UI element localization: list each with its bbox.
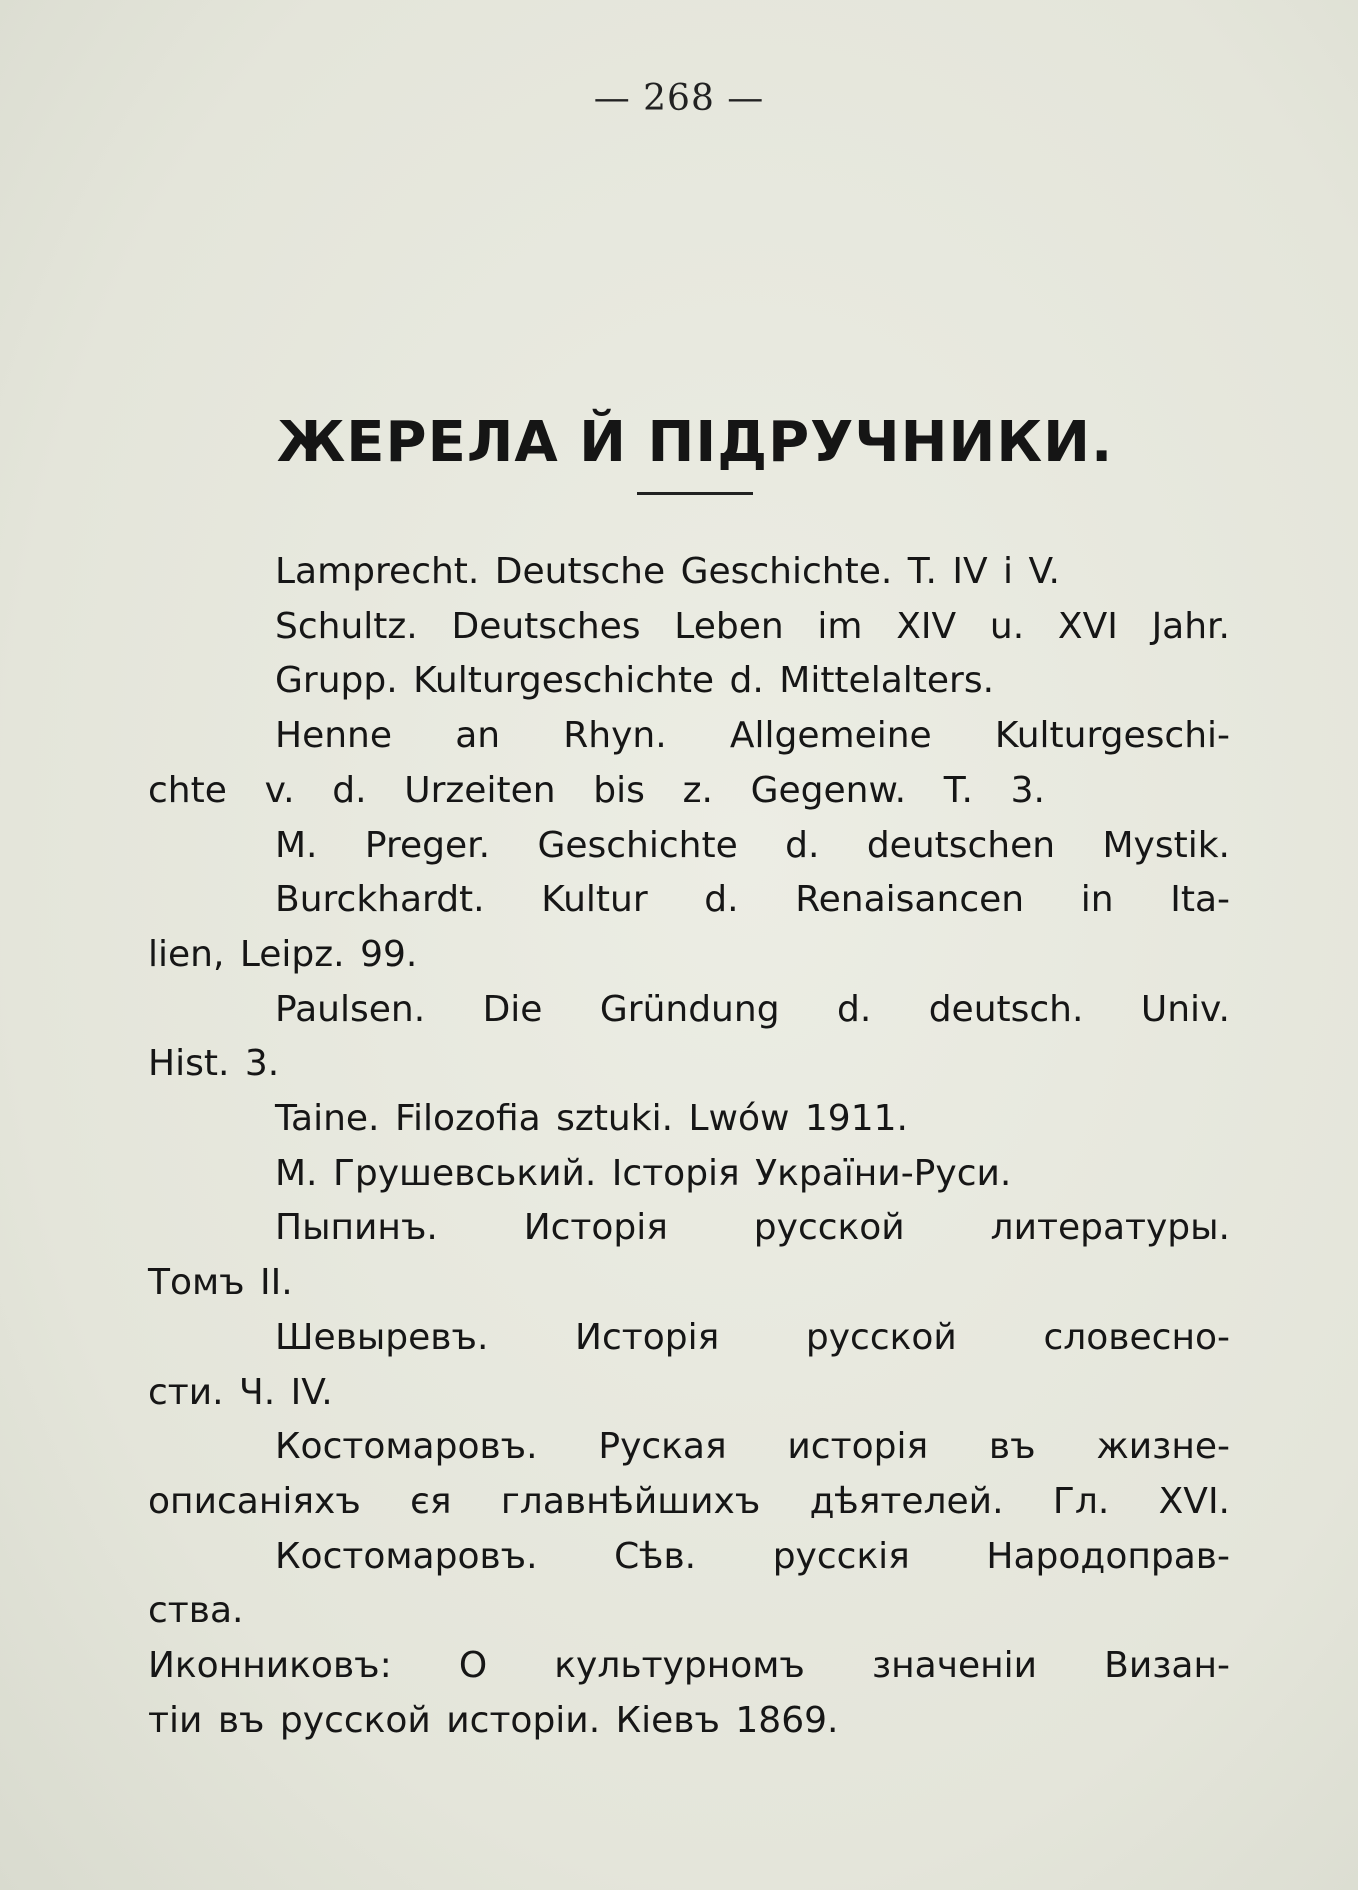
bibliography-line: Шевыревъ. Исторія русской словесно- xyxy=(275,1316,1230,1358)
bibliography-line: Lamprecht. Deutsche Geschichte. T. IV i V. xyxy=(275,551,1060,592)
bibliography-line: Томъ II. xyxy=(148,1262,293,1304)
bibliography-line: сти. Ч. IV. xyxy=(148,1371,333,1413)
bibliography-line: тіи въ русской исторіи. Кіевъ 1869. xyxy=(148,1699,839,1741)
bibliography-line: Grupp. Kulturgeschichte d. Mittelalters. xyxy=(275,660,995,702)
heading-divider xyxy=(637,492,753,495)
bibliography-line: Иконниковъ: О культурномъ значеніи Визан- xyxy=(148,1645,1230,1687)
bibliography-line: ства. xyxy=(148,1590,244,1632)
bibliography-line: Taine. Filozofia sztuki. Lwów 1911. xyxy=(275,1098,908,1140)
bibliography-list xyxy=(148,545,1230,1748)
bibliography-line: M. Preger. Geschichte d. deutschen Mystik. xyxy=(275,824,1230,866)
bibliography-line: Костомаровъ. Сѣв. русскія Народоправ- xyxy=(275,1535,1230,1577)
bibliography-line: Hist. 3. xyxy=(148,1043,280,1085)
page-number: — 268 — xyxy=(593,78,765,119)
bibliography-line: chte v. d. Urzeiten bis z. Gegenw. T. 3. xyxy=(148,769,1045,811)
bibliography-line: Burckhardt. Kultur d. Renaisancen in Ita- xyxy=(275,879,1230,921)
bibliography-line: Костомаровъ. Руская исторія въ жизне- xyxy=(275,1426,1230,1468)
bibliography-line: Paulsen. Die Gründung d. deutsch. Univ. xyxy=(275,988,1230,1030)
section-heading: ЖЕРЕЛА Й ПІДРУЧНИКИ. xyxy=(276,410,1114,475)
bibliography-line: описаніяхъ єя главнѣйшихъ дѣятелей. Гл. XVI. xyxy=(148,1480,1230,1522)
bibliography-line: Пыпинъ. Исторія русской литературы. xyxy=(275,1207,1230,1249)
bibliography-line: M. Грушевський. Історія України-Руси. xyxy=(275,1152,1012,1194)
bibliography-line: lien, Leipz. 99. xyxy=(148,933,418,975)
bibliography-line: Henne an Rhyn. Allgemeine Kulturgeschi- xyxy=(275,715,1230,757)
bibliography-line: Schultz. Deutsches Leben im XIV u. XVI Jahr. xyxy=(275,605,1230,647)
